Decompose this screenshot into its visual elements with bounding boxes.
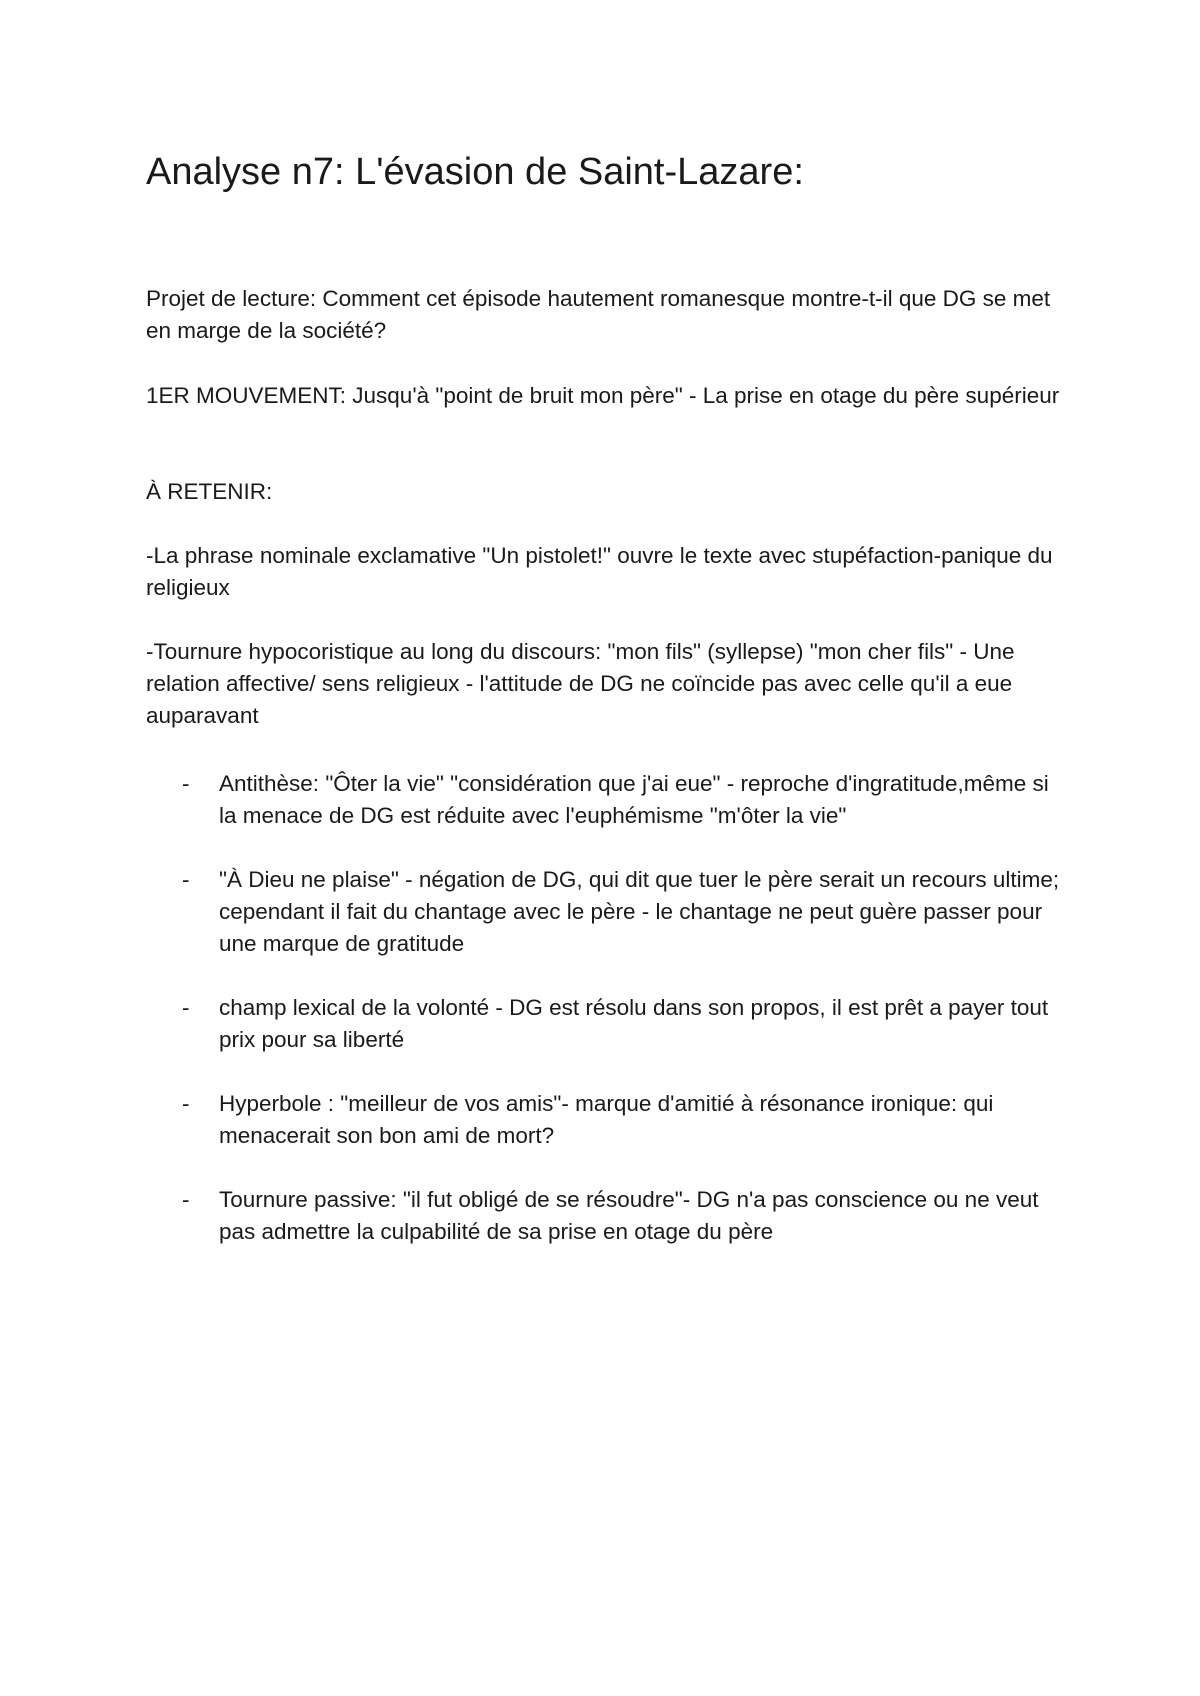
bullet-dash: - bbox=[182, 771, 190, 796]
retenir-heading: À RETENIR: bbox=[146, 479, 273, 504]
point-hypocoristic: -Tournure hypocoristique au long du discours: "mon fils" (syllepse) "mon cher fils" - Une relation affective/ sens religieux - l'attitude de DG ne coïncide pas avec celle qu'il a eue auparavant bbox=[146, 639, 1015, 728]
bullet-text: champ lexical de la volonté - DG est résolu dans son propos, il est prêt a payer tout prix pour sa liberté bbox=[219, 995, 1049, 1052]
reading-project-paragraph: Projet de lecture: Comment cet épisode hautement romanesque montre-t-il que DG se met en marge de la société? bbox=[146, 286, 1051, 343]
bullet-text: "À Dieu ne plaise" - négation de DG, qui dit que tuer le père serait un recours ultime; cependant il fait du chantage avec le père - le chantage ne peut guère passer pour une marque de gratitude bbox=[219, 867, 1060, 956]
bullet-dash: - bbox=[182, 867, 190, 892]
list-item bbox=[146, 992, 1066, 1056]
list-item bbox=[146, 768, 1066, 832]
bullet-text: Tournure passive: "il fut obligé de se résoudre"- DG n'a pas conscience ou ne veut pas admettre la culpabilité de sa prise en otage du père bbox=[219, 1187, 1039, 1244]
list-item bbox=[146, 864, 1066, 960]
first-movement-paragraph: 1ER MOUVEMENT: Jusqu'à "point de bruit mon père" - La prise en otage du père supérieur bbox=[146, 383, 1060, 408]
document-title: Analyse n7: L'évasion de Saint-Lazare: bbox=[146, 151, 804, 193]
analysis-bullet-list bbox=[146, 768, 1066, 1280]
bullet-dash: - bbox=[182, 995, 190, 1020]
bullet-dash: - bbox=[182, 1091, 190, 1116]
point-nominal-sentence: -La phrase nominale exclamative "Un pistolet!" ouvre le texte avec stupéfaction-panique du religieux bbox=[146, 543, 1053, 600]
bullet-dash: - bbox=[182, 1187, 190, 1212]
bullet-text: Antithèse: "Ôter la vie" "considération que j'ai eue" - reproche d'ingratitude,même si la menace de DG est réduite avec l'euphémisme "m'ôter la vie" bbox=[219, 771, 1049, 828]
list-item bbox=[146, 1088, 1066, 1152]
list-item bbox=[146, 1184, 1066, 1248]
bullet-text: Hyperbole : "meilleur de vos amis"- marque d'amitié à résonance ironique: qui menacerait son bon ami de mort? bbox=[219, 1091, 994, 1148]
